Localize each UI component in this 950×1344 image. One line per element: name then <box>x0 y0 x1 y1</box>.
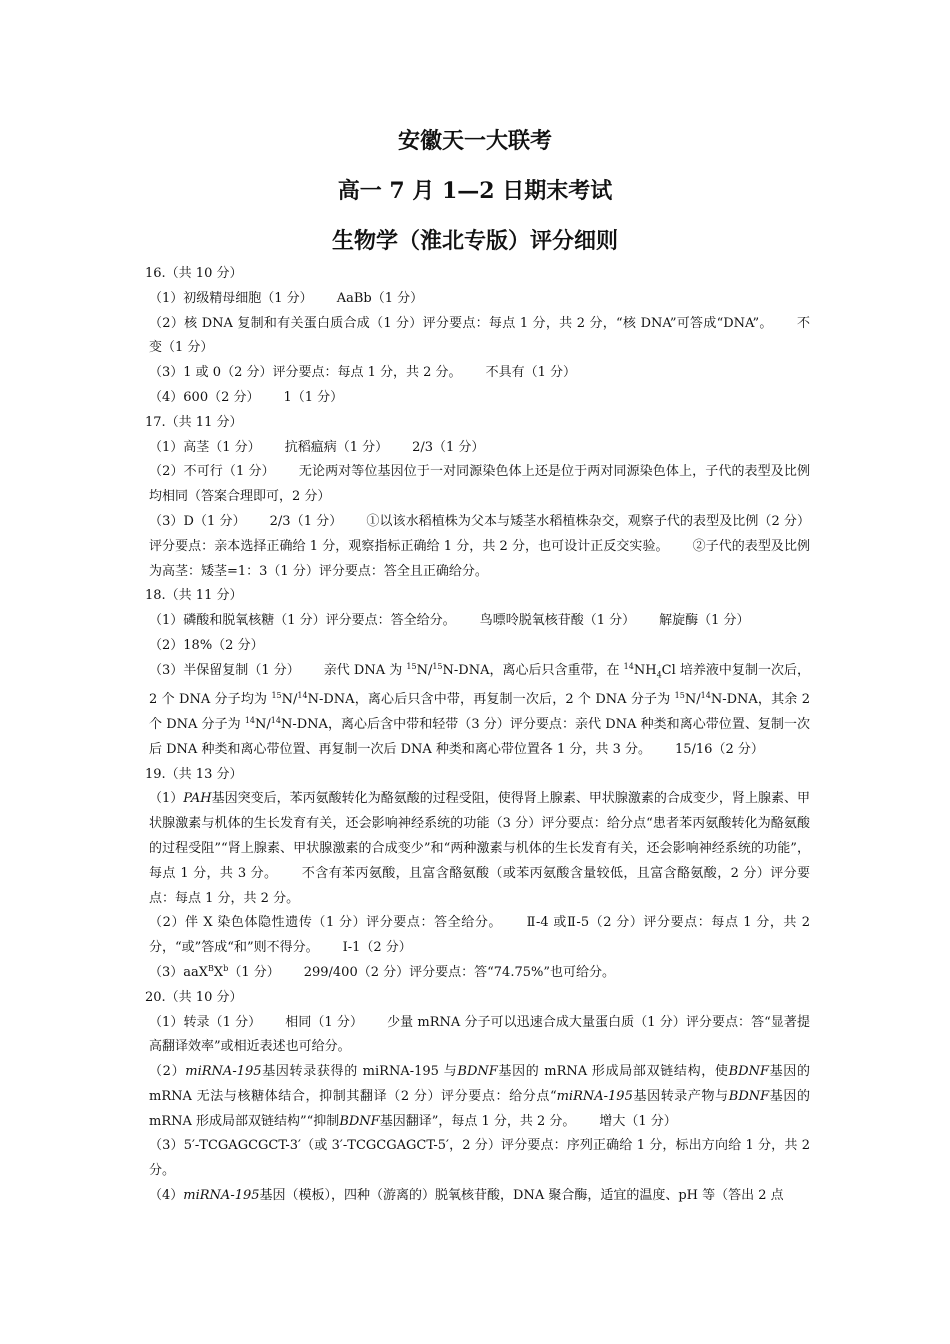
gene-name-bdnf: BDNF <box>728 1088 770 1104</box>
q19-part2-a: （2）伴 X 染色体隐性遗传（1 分）评分要点：答全给分。 <box>149 915 503 931</box>
q20-part1-c: 少量 mRNA 分子可以迅速合成大量蛋白质（1 分）评分要点：答“显著提高翻译效率”或相近表述也可给分。 <box>149 1014 810 1055</box>
isotope-15-sup: 15 <box>674 691 685 701</box>
q16-part3 <box>145 361 810 386</box>
q18-part3-d: NH <box>633 662 657 678</box>
q18-part1-a: （1）磷酸和脱氧核糖（1 分）评分要点：答全给分。 <box>149 613 456 629</box>
gene-name-bdnf: BDNF <box>339 1113 380 1129</box>
q20-part2 <box>145 1060 810 1134</box>
gene-name-mirna: miRNA-195 <box>185 1064 262 1080</box>
isotope-15-sup: 15 <box>432 661 443 671</box>
gene-name-bdnf: BDNF <box>457 1064 498 1080</box>
q16-part3-a: （3）1 或 0（2 分）评分要点：每点 1 分，共 2 分。 <box>149 365 462 381</box>
q17-part1-a: （1）高茎（1 分） <box>149 439 261 455</box>
q20-header: 20.（共 10 分） <box>145 989 243 1005</box>
q19-part3 <box>145 961 810 986</box>
gene-name-mirna: miRNA-195 <box>556 1088 633 1104</box>
q18-part1-c: 解旋酶（1 分） <box>659 613 750 629</box>
gene-name-mirna: miRNA-195 <box>183 1188 260 1204</box>
q20-part2-d: 基因的 mRNA 无法与核糖体结合，抑制其翻译（2 分）评分要点：给分点“ <box>149 1064 810 1104</box>
q17-part1-c: 2/3（1 分） <box>412 439 485 455</box>
q16-header: 16.（共 10 分） <box>145 266 243 281</box>
isotope-14-sup: 14 <box>297 691 308 701</box>
q20-part3: （3）5′-TCGAGCGCT-3′（或 3′-TCGCGAGCT-5′，2 分）评分要点：序列正确给 1 分，标出方向给 1 分，共 2 分。 <box>149 1138 810 1179</box>
q20-part2-f: 基因的 mRNA 形成局部双链结构”“抑制 <box>149 1088 810 1129</box>
q18-part3-c: N-DNA，离心后只含重带，在 <box>442 662 620 678</box>
q17-part3-b: 2/3（1 分） <box>269 513 343 529</box>
q16-part2-a: （2）核 DNA 复制和有关蛋白质合成（1 分）评分要点：每点 1 分，共 2 分，“核 DNA”可答成“DNA”。 <box>149 315 773 331</box>
q17-header: 17.（共 11 分） <box>145 414 243 430</box>
q19-header: 19.（共 13 分） <box>145 766 243 782</box>
subscript-4: 4 <box>656 670 662 680</box>
q20-part2-g: 基因翻译”，每点 1 分，共 2 分。 <box>379 1113 576 1129</box>
q18-part3-h: N-DNA，离心后含中带和轻带（3 分）评分要点：亲代 DNA 种类和离心带位置、复制一次后 DNA 种类和离心带位置、再复制一次后 DNA 种类和离心带位置各 1 分，共 3 分。 <box>149 716 810 757</box>
q17-part1 <box>145 436 810 461</box>
q18-part3-b: 亲代 DNA 为 <box>323 662 403 678</box>
isotope-14-sup: 14 <box>623 661 634 671</box>
q18-part1-b: 鸟嘌呤脱氧核苷酸（1 分） <box>479 613 636 629</box>
q20-part4 <box>145 1184 810 1209</box>
exam-name-title: 高一 7 月 1—2 日期末考试 <box>337 178 613 204</box>
q20-part2-h: 增大（1 分） <box>599 1113 677 1129</box>
q19-part1-c: 不含有苯丙氨酸，且富含酪氨酸（或苯丙氨酸含量较低，且富含酪氨酸，2 分）评分要点：每点 1 分，共 2 分。 <box>149 865 810 906</box>
q16-part1-a: （1）初级精母细胞（1 分） <box>149 290 313 306</box>
q20-part2-e: 基因转录产物与 <box>632 1088 729 1104</box>
q16-part2 <box>145 312 810 362</box>
isotope-14-sup: 14 <box>700 691 711 701</box>
q20-part1-a: （1）转录（1 分） <box>149 1014 262 1030</box>
gene-name-bdnf: BDNF <box>728 1064 769 1080</box>
q19-part1 <box>145 787 810 911</box>
nitrogen-label: N/ <box>684 692 701 708</box>
q17-part2-a: （2）不可行（1 分） <box>149 464 275 480</box>
q18-part2: （2）18%（2 分） <box>149 637 264 653</box>
q19-part3-c: （1 分） <box>228 964 280 980</box>
q17-part3-c: ①以该水稻植株为父本与矮茎水稻植株杂交，观察子代的表型及比例（2 分）评分要点：亲本选择正确给 1 分，观察指标正确给 1 分，共 2 分，也可设计正反交实验。 <box>149 513 810 554</box>
q18-part3-a: （3）半保留复制（1 分） <box>149 662 300 678</box>
q16-part1-b: AaBb（1 分） <box>336 290 424 306</box>
q19-part1-b: 基因突变后，苯丙氨酸转化为酪氨酸的过程受阻，使得肾上腺素、甲状腺激素的合成变少，肾上腺素、甲状腺激素与机体的生长发育有关，还会影响神经系统的功能（3 分）评分要点：给分点“患者苯丙氨酸转化为酪氨酸的过程受阻”“肾上腺素、甲状腺激素的合成变少”和“两种激素与机体的生长发育有关，还会影响神经系统的功能”，每点 1 分，共 3 分。 <box>149 791 810 881</box>
isotope-15-sup: 15 <box>406 661 417 671</box>
q20-part1-b: 相同（1 分） <box>285 1014 364 1030</box>
q20-part1 <box>145 1011 810 1061</box>
q20-part4-b: 基因（模板），四种（游离的）脱氧核苷酸，DNA 聚合酶，适宜的温度、pH 等（答出 2 点 <box>259 1188 784 1204</box>
q16-part4 <box>145 386 810 411</box>
q20-part2-a: （2） <box>149 1064 186 1080</box>
q16-part4-b: 1（1 分） <box>283 389 344 405</box>
q17-part1-b: 抗稻瘟病（1 分） <box>284 439 389 455</box>
q20-part2-b: 基因转录获得的 miRNA-195 与 <box>261 1064 458 1080</box>
q18-part1 <box>145 609 810 634</box>
q17-part3 <box>145 510 810 584</box>
q16-part2-b: 不变（1 分） <box>149 315 810 356</box>
subject-title: 生物学（淮北专版）评分细则 <box>331 228 618 254</box>
isotope-15-sup: 15 <box>271 691 282 701</box>
q17-part3-d: ②子代的表型及比例为高茎：矮茎=1：3（1 分）评分要点：答全且正确给分。 <box>149 538 810 579</box>
isotope-14-sup: 14 <box>270 715 281 725</box>
q19-part2-c: Ⅰ-1（2 分） <box>342 940 412 956</box>
q19-part3-d: 299/400（2 分）评分要点：答“74.75%”也可给分。 <box>303 964 615 980</box>
nitrogen-label: N/ <box>416 662 433 678</box>
scoring-rules-body <box>145 262 810 1209</box>
q18-part3-e: Cl 培养液中复制一次后，2 个 DNA 分子均为 <box>149 662 810 708</box>
q17-part2 <box>145 460 810 510</box>
q18-part3-g: N-DNA，其余 2 个 DNA 分子为 <box>149 692 810 732</box>
nitrogen-label: N/ <box>255 716 271 732</box>
q20-part2-c: 基因的 mRNA 形成局部双链结构，使 <box>497 1064 729 1080</box>
q19-part2-b: Ⅱ-4 或Ⅱ-5（2 分）评分要点：每点 1 分，共 2 分，“或”答成“和”则不得分。 <box>149 915 810 956</box>
q19-part2 <box>145 911 810 961</box>
q18-header: 18.（共 11 分） <box>145 588 243 604</box>
q19-part1-a: （1） <box>149 791 184 807</box>
q18-part3-f: N-DNA，离心后只含中带，再复制一次后，2 个 DNA 分子为 <box>307 692 671 708</box>
q19-part3-a: （3）aaX <box>149 964 209 980</box>
isotope-14-sup: 14 <box>244 715 256 725</box>
allele-b-sup: b <box>223 963 229 973</box>
gene-name-pah: PAH <box>183 791 212 807</box>
q18-part3 <box>145 659 810 763</box>
title-block <box>0 120 950 254</box>
q16-part4-a: （4）600（2 分） <box>149 389 260 405</box>
q16-part3-b: 不具有（1 分） <box>485 365 576 381</box>
allele-B-sup: B <box>208 963 214 973</box>
q20-part4-a: （4） <box>149 1188 184 1204</box>
chromosome-x: X <box>213 964 224 980</box>
q17-part3-a: （3）D（1 分） <box>149 513 246 529</box>
q18-part3-i: 15/16（2 分） <box>674 741 764 757</box>
q17-part2-b: 无论两对等位基因位于一对同源染色体上还是位于两对同源染色体上，子代的表型及比例均相同（答案合理即可，2 分） <box>149 464 810 505</box>
exam-org-title: 安徽天一大联考 <box>397 128 552 154</box>
nitrogen-label: N/ <box>281 692 298 708</box>
q16-part1 <box>145 287 810 312</box>
